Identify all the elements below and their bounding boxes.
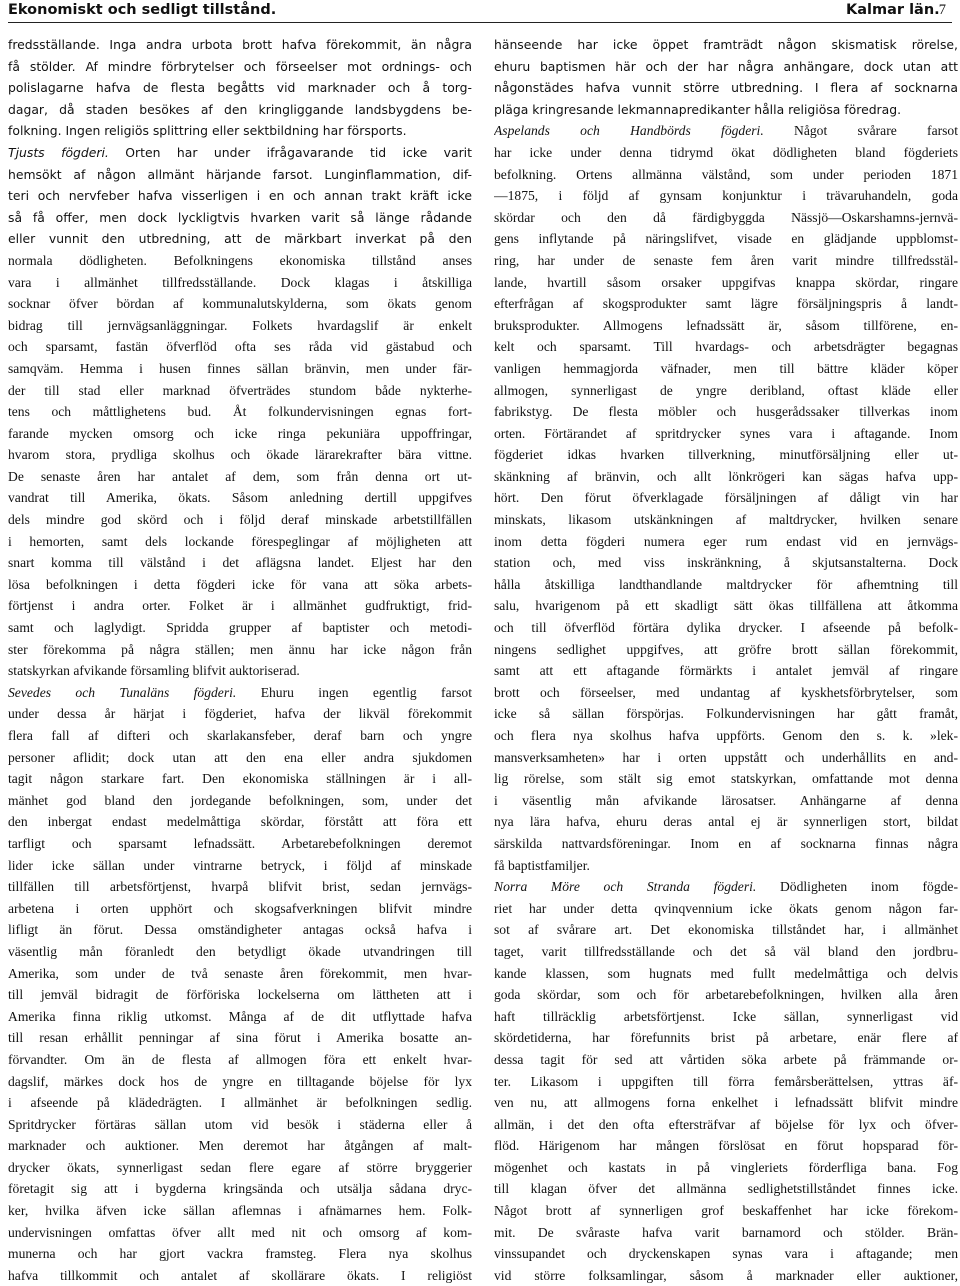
text-line: vara i allmänhet tillfredsställande. Dock klagas i åtskilliga bbox=[8, 274, 472, 290]
text-line: salu, hvarigenom på ett skadligt sätt ökas tillfällena att åtkomma bbox=[494, 598, 958, 614]
text-line: företagit sig att i bygderna kringsända och utsälja sådana dryc- bbox=[8, 1181, 472, 1197]
text-line: ster förekomma på några ställen; men ännu har icke någon från bbox=[8, 641, 472, 657]
text-line: undervisningen omfattas öfver allt med nit och omsorg af kom- bbox=[8, 1224, 472, 1240]
text-line: dels mindre god skörd och i följd deraf minskade arbetstillfällen bbox=[8, 512, 472, 528]
section-heading: Norra Möre och Stranda fögderi. bbox=[494, 879, 757, 895]
text-line: har icke under denna tidrymd ökat dödligheten bland fögderiets bbox=[494, 144, 958, 160]
text-line: dessa tagit för sed att vårtiden söka arbete på främmande or- bbox=[494, 1051, 958, 1067]
text-line: flöd. Härigenom har mången förslösat en förut hopsparad för- bbox=[494, 1138, 958, 1154]
text-line: haft tillräcklig arbetsförtjenst. Icke sällan, synnerligast vid bbox=[494, 1008, 958, 1024]
text-line: riet har under detta qvinqvennium icke ökats genom någon far- bbox=[494, 900, 958, 916]
text-line: pläga kringresande lekmannapredikanter hålla religiösa föredrag. bbox=[494, 101, 902, 117]
text-line: Tjusts fögderi. Orten har under ifrågavarande tid icke varit bbox=[8, 144, 472, 160]
text-line: vinssupandet och dryckenskapen synas vara i aftagande; men bbox=[494, 1246, 958, 1262]
text-line: goda skördar, som och för arbetarebefolkningen, hvilken alla åren bbox=[494, 987, 958, 1003]
text-line: så få offer, men dock lyckligtvis hvarken varit så länge rådande bbox=[8, 209, 472, 225]
text-line: flera fall af difteri och skarlakansfeber, deraf barn och yngre bbox=[8, 728, 472, 743]
text-line: kande klassen, som hugnats med fullt medelmåttiga och delvis bbox=[494, 965, 958, 981]
text-line: tillfällen till arbetsförtjenst, hvarpå blifvit brist, sedan jernvägs- bbox=[8, 879, 472, 895]
header-section-title: Ekonomiskt och sedligt tillstånd. bbox=[8, 2, 277, 18]
text-line: tarfligt och sparsamt lefnadssätt. Arbetarebefolkningen deremot bbox=[8, 835, 472, 851]
text-line: normala dödligheten. Befolkningens ekonomiska tillstånd anses bbox=[8, 252, 472, 268]
text-line: gens inflytande på näringslifvet, visade en glädjande uppblomst- bbox=[494, 231, 958, 247]
text-line: samt att ett aftagande förmärkts i antalet jemväl af ringare bbox=[494, 663, 958, 679]
text-line: mänhet god bland den jordegande befolkningen, som, under det bbox=[8, 792, 472, 808]
text-line: befolkning. Ortens allmänna välstånd, som under perioden 1871 bbox=[494, 166, 958, 182]
text-line: dagar, då staden besökes af den kringliggande landsbygdens be- bbox=[8, 101, 472, 117]
text-line: efterfrågan af skogsprodukter samt lägre försäljningspris å landt- bbox=[494, 296, 958, 312]
text-line: hänseende har icke öppet framträdt någon skismatisk rörelse, bbox=[494, 37, 958, 52]
text-line: arbetena i orten upphört och skogsafverkningen blifvit mindre bbox=[8, 900, 472, 916]
text-line: folkning. Ingen religiös splittring eller sektbildning har försports. bbox=[8, 123, 407, 139]
text-line: lande, hvartill såsom orsaker uppgifvas knappa skördar, ringare bbox=[494, 274, 958, 290]
text-line: den inbergat endast medelmåttiga skördar, förstått att föra ett bbox=[8, 814, 472, 830]
text-line: skördar och den då färdigbyggda Nässjö—Oskarshamns-jernvä- bbox=[494, 209, 958, 225]
text-line: nya lära hafva, ehuru deras antal ej är synnerligen stort, bildat bbox=[494, 814, 958, 830]
text-line: hört. Den förut öfverklagade försäljningen af dåligt vin har bbox=[494, 490, 958, 506]
running-header bbox=[8, 0, 952, 23]
text-line: under dessa år härjat i fögderiet, hafva der likväl förekommit bbox=[8, 706, 472, 722]
text-line: få baptistfamiljer. bbox=[494, 857, 590, 873]
text-line: Norra Möre och Stranda fögderi. Dödligheten inom fögde- bbox=[494, 879, 958, 895]
text-line: lösa befolkningen i detta fögderi icke för vana att söka arbets- bbox=[8, 576, 472, 592]
text-line: Spritdrycker förtäras sällan utom vid besök i städerna eller å bbox=[8, 1116, 472, 1132]
text-line: kelt och sparsamt. Till hvardags- och arbetsdrägter begagnas bbox=[494, 339, 958, 355]
text-line: mansverksamheten» har i orten uppstått och underhållits en and- bbox=[494, 749, 958, 765]
text-line: ring, har under de senaste fem åren varit mindre tillfredsstäl- bbox=[494, 252, 958, 268]
text-line: Amerika, som under de två senaste åren förekommit, men hvar- bbox=[8, 965, 472, 981]
text-line: skänkning af bränvin, och allt lönkrögeri kan sägas hafva upp- bbox=[494, 468, 958, 484]
text-line: särskilda nattvardsföreningar. Inom en af socknarna finnas några bbox=[494, 835, 958, 851]
right-text-column bbox=[494, 34, 958, 1286]
text-line: någonstädes hafva vunnit större utbredning. I flera af socknarna bbox=[494, 80, 958, 96]
text-line: i hemorten, samt dels lockande förespeglingar af möjligheten att bbox=[8, 533, 472, 549]
text-line: i afseende på klädedrägten. I allmänhet är befolkningen sedlig. bbox=[8, 1095, 472, 1111]
text-line: allmän, i det den ofta eftersträfvar af böjelse för lyx och öfver- bbox=[494, 1116, 958, 1132]
text-line: i väsentlig mån afvikande lärosatser. Anhängarne af denna bbox=[494, 792, 958, 808]
text-line: ningens sedlighet uppgifves, att gröfre brott sällan förekommit, bbox=[494, 641, 958, 657]
text-line: lider icke sällan under vintrarne betryck, i följd af minskade bbox=[8, 857, 472, 873]
section-heading: Tjusts fögderi. bbox=[8, 144, 109, 160]
text-line: bidrag till jernvägsanläggningar. Folkets hvardagslif är enkelt bbox=[8, 317, 472, 333]
text-line: fögderiet idkas hvarken tillverkning, minutförsäljning eller ut- bbox=[494, 447, 958, 463]
text-line: drycker ökats, synnerligast sedan flere egare af större bryggerier bbox=[8, 1159, 472, 1175]
text-line: fredsställande. Inga andra urbota brott hafva förekommit, än några bbox=[8, 37, 472, 52]
text-line: ter. Likasom i uppgiften till förra femårsberättelsen, yttras äf- bbox=[494, 1073, 958, 1089]
text-line: vid större folksamlingar, såsom å marknader eller auktioner, bbox=[494, 1267, 958, 1283]
text-line: förtjenst i andra orter. Folket är i allmänhet gudfruktigt, frid- bbox=[8, 598, 472, 614]
text-line: hvarom stora, prydliga skolhus och ökade lärarekrafter bära vittne. bbox=[8, 447, 472, 463]
text-line: ehuru baptismen här och der har några anhängare, dock utan att bbox=[494, 58, 958, 74]
text-line: —1875, i följd af gynsam konjunktur i trävaruhandeln, goda bbox=[494, 188, 958, 204]
text-line: farande mycken omsorg och icke ringa pekuniära uppoffringar, bbox=[8, 425, 472, 441]
text-line: der till stad eller marknad öfverträdes stundom både nykterhe- bbox=[8, 382, 472, 398]
text-line: snart komma till välstånd i det aflägsna landet. Eljest har den bbox=[8, 555, 472, 571]
text-line: Amerika finna riklig utkomst. Många af de dit utflyttade hafva bbox=[8, 1008, 472, 1024]
text-line: orten. Förtärandet af spritdrycker synes vara i aftagande. Inom bbox=[494, 425, 958, 441]
text-line: tagit någon starkare fart. Den ekonomiska ställningen är i all- bbox=[8, 771, 472, 787]
text-line: socknar öfver bördan af kommunalutskylderna, som ökats genom bbox=[8, 296, 472, 312]
text-line: samqväm. Hemma i husen finnes sällan bränvin, men under fär- bbox=[8, 360, 472, 376]
section-heading: Sevedes och Tunaläns fögderi. bbox=[8, 684, 237, 700]
text-line: station och, med viss inskränkning, å skjutsanstalterna. Dock bbox=[494, 555, 958, 571]
text-line: och till öfverflöd förtära dylika drycker. I afseende på befolk- bbox=[494, 620, 958, 636]
text-line: Något brott af synnerligen grof beskaffenhet har icke förekom- bbox=[494, 1203, 958, 1219]
text-line: mit. De svåraste hafva varit barnamord och stölder. Brän- bbox=[494, 1224, 958, 1240]
text-line: taget, varit tillfredsställande och det så väl bland den jordbru- bbox=[494, 943, 958, 959]
text-line: till klagan öfver det allmänna sedlighetstillståndet finnes icke. bbox=[494, 1181, 958, 1197]
text-line: De senaste åren har antalet af dem, som från denna ort ut- bbox=[8, 468, 472, 484]
text-line: ker, hvilka äfven icke sällan aflemnas i afnämarnes hem. Folk- bbox=[8, 1203, 472, 1219]
text-line: samt och laglydigt. Spridda grupper af baptister och metodi- bbox=[8, 620, 472, 636]
text-line: Aspelands och Handbörds fögderi. Något svårare farsot bbox=[494, 123, 958, 139]
text-line: mögenhet och kastats in på vingleriets förderfliga bana. Fog bbox=[494, 1159, 958, 1175]
text-line: statskyrkan afvikande församling blifvit auktoriserad. bbox=[8, 663, 300, 679]
text-line: hålla åtskilliga landthandlande maltdrycker för afhemtning till bbox=[494, 576, 958, 592]
text-line: Sevedes och Tunaläns fögderi. Ehuru ingen egentlig farsot bbox=[8, 684, 472, 700]
text-line: fabrikstyg. De flesta möbler och husgerådssaker tillverkas inom bbox=[494, 404, 958, 420]
text-line: minskats, likasom utskänkningen af maltdrycker, hvilken senare bbox=[494, 512, 958, 528]
section-heading: Aspelands och Handbörds fögderi. bbox=[494, 123, 764, 139]
text-line: inom detta fögderi numera eger rum endast vid en jernvägs- bbox=[494, 533, 958, 549]
text-line: och flera nya skolhus hafva uppförts. Genom den s. k. »lek- bbox=[494, 728, 958, 743]
text-line: få stölder. Af mindre förbrytelser och förseelser mot ordnings- och bbox=[8, 58, 472, 74]
text-line: till jemväl bidragit de förföriska lockelserna om lättheten att i bbox=[8, 987, 472, 1003]
text-line: brott och förseelser, med undantag af kyskhetsförbrytelser, som bbox=[494, 684, 958, 700]
text-line: bruksprodukter. Allmogens lefnadssätt är, såsom tillförene, en- bbox=[494, 317, 958, 333]
page-number: 7 bbox=[938, 2, 946, 18]
text-line: till resan erhållit penningar af sina förut i Amerika bosatte an- bbox=[8, 1030, 472, 1046]
text-line: allmogen, synnerligast de yngre deribland, oftast kläde eller bbox=[494, 382, 958, 398]
text-line: lifligt än förut. Dessa omständigheter antagas också hafva i bbox=[8, 922, 472, 938]
text-line: och sparsamt, fastän öfverflöd ofta ses råda vid gästabud och bbox=[8, 339, 472, 355]
text-line: personer aflidit; dock utan att den ena eller andra sjukdomen bbox=[8, 749, 472, 765]
text-line: marknader och auktioner. Men deremot har åtgången af malt- bbox=[8, 1138, 472, 1154]
text-line: ven nu, att allmogens forna enkelhet i lefnadssätt blifvit mindre bbox=[494, 1095, 958, 1111]
text-line: teri och nervfeber hafva visserligen i en och annan trakt kräft icke bbox=[8, 188, 472, 204]
text-line: hemsökt af någon allmänt härjande farsot. Lunginflammation, dif- bbox=[8, 166, 472, 182]
text-line: icke så sällan förspörjas. Folkundervisningen har gått framåt, bbox=[494, 706, 958, 722]
text-line: eller vunnit den utbredning, att de märkbart inverkat på den bbox=[8, 231, 472, 247]
text-line: sot af svårare art. Det ekonomiska tillståndet har, i allmänhet bbox=[494, 922, 958, 938]
text-line: dagslif, märkes dock hos de yngre en tilltagande böjelse för lyx bbox=[8, 1073, 472, 1089]
text-line: vanligen hemmagjorda väfnader, men till bättre kläder köper bbox=[494, 360, 958, 376]
text-line: munerna och har gjort vackra framsteg. Flera nya skolhus bbox=[8, 1246, 472, 1262]
text-line: polislagarne hafva de flesta begåtts vid marknader och å torg- bbox=[8, 80, 472, 96]
text-line: förvandter. Om än de flesta af allmogen föra ett enkelt hvar- bbox=[8, 1051, 472, 1067]
text-line: skördetiderna, har förefunnits brist på arbetare, enär flere af bbox=[494, 1030, 958, 1046]
text-line: vandrat till Amerika, ökats. Såsom anledning dertill uppgifves bbox=[8, 490, 472, 506]
left-text-column bbox=[8, 34, 472, 1286]
header-region: Kalmar län. bbox=[846, 2, 940, 18]
text-line: väsentlig mån föranledt den betydligt ökade utvandringen till bbox=[8, 943, 472, 959]
text-line: tens och måttlighetens bud. Åt folkundervisningen egnas fort- bbox=[8, 404, 472, 420]
text-line: lig rörelse, som stält sig emot statskyrkan, omfattande mot denna bbox=[494, 771, 958, 787]
text-line: hafva tillkommit och antalet af skollärare ökats. I religiöst bbox=[8, 1267, 472, 1283]
